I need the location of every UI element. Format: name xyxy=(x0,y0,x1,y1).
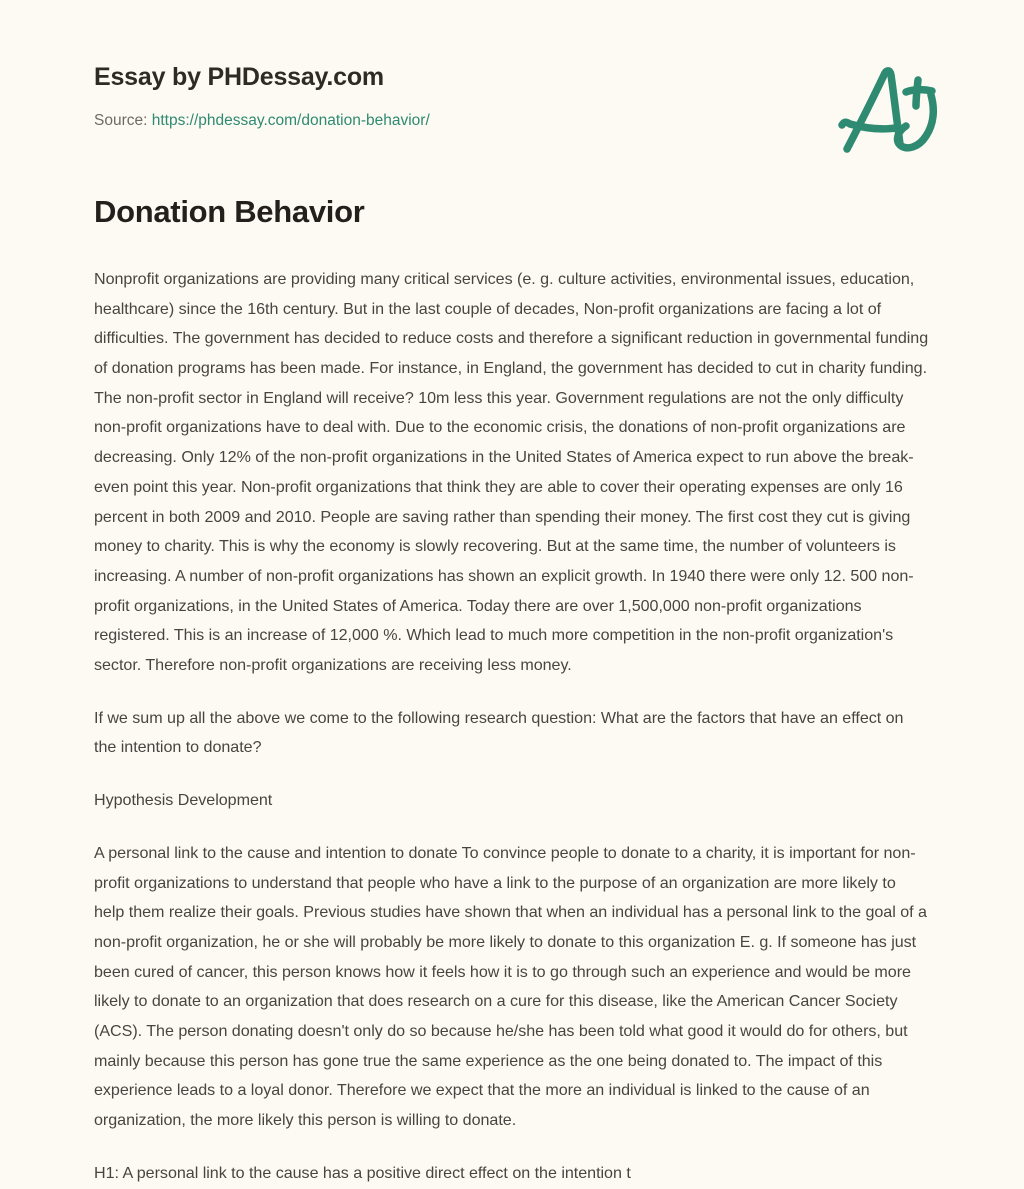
paragraph: Hypothesis Development xyxy=(94,791,273,810)
source-line xyxy=(94,111,430,131)
byline: Essay by PHDessay.com xyxy=(94,63,384,91)
phdessay-a-plus-logo-icon xyxy=(836,62,946,158)
page-title: Donation Behavior xyxy=(94,194,365,230)
paragraph: H1: A personal link to the cause has a positive direct effect on the intention t xyxy=(94,1163,631,1182)
paragraph: Nonprofit organizations are providing many critical services (e. g. culture activities, environmental issues, education, healthcare) since the 16th century. But in the last couple of decades, Non-profit organizations are facing a lot of difficulties. The government has decided to reduce costs and therefore a significant reduction in governmental funding of donation programs has been made. For instance, in England, the government has decided to cut in charity funding. The non-profit sector in England will receive? 10m less this year. Government regulations are not the only difficulty non-profit organizations have to deal with. Due to the economic crisis, the donations of non-profit organizations are decreasing. Only 12% of the non-profit organizations in the United States of America expect to run above the break-even point this year. Non-profit organizations that think they are able to cover their operating expenses are only 16 percent in both 2009 and 2010. People are saving rather than spending their money. The first cost they cut is giving money to charity. This is why the economy is slowly recovering. But at the same time, the number of volunteers is increasing. A number of non-profit organizations has shown an explicit growth. In 1940 there were only 12. 500 non-profit organizations, in the United States of America. Today there are over 1,500,000 non-profit organizations registered. This is an increase of 12,000 %. Which lead to much more competition in the non-profit organization's sector. Therefore non-profit organizations are receiving less money. xyxy=(94,269,929,675)
source-url-link[interactable]: https://phdessay.com/donation-behavior/ xyxy=(151,112,430,129)
header-text-block xyxy=(94,62,430,131)
source-label: Source: xyxy=(94,112,148,129)
page-header xyxy=(0,0,1024,131)
essay-body xyxy=(0,232,1024,1189)
paragraph: A personal link to the cause and intention to donate To convince people to donate to a charity, it is important for non-profit organizations to understand that people who have a link to the purpose of an organization are more likely to help them realize their goals. Previous studies have shown that when an individual has a personal link to the goal of a non-profit organization, he or she will probably be more likely to donate to this organization E. g. If someone has just been cured of cancer, this person knows how it feels how it is to go through such an experience and would be more likely to donate to an organization that does research on a cure for this disease, like the American Cancer Society (ACS). The person donating doesn't only do so because he/she has been told what good it would do for others, but mainly because this person has gone true the same experience as the one being donated to. The impact of this experience leads to a loyal donor. Therefore we expect that the more an individual is linked to the cause of an organization, the more likely this person is willing to donate. xyxy=(94,843,927,1130)
paragraph: If we sum up all the above we come to the following research question: What are the factors that have an effect on the intention to donate? xyxy=(94,708,904,757)
